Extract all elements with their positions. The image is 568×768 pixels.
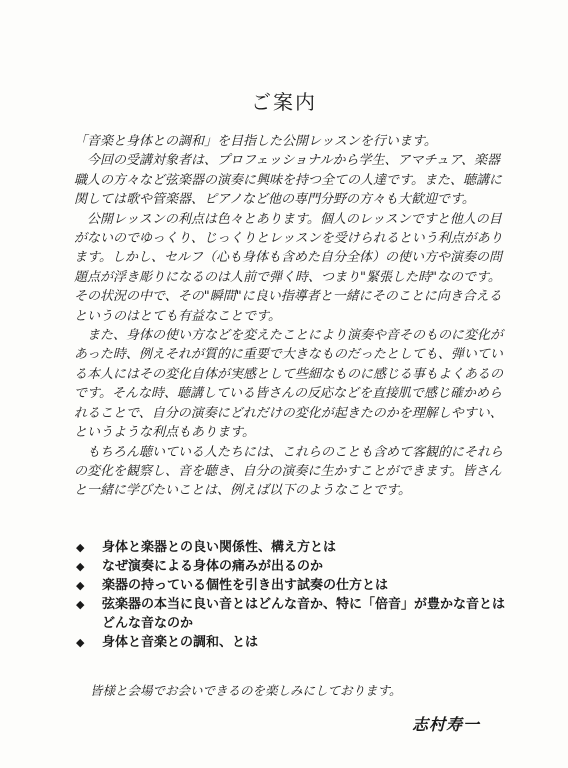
list-item-text: 身体と楽器との良い関係性、構え方とは <box>102 540 337 555</box>
list-item <box>76 538 506 557</box>
list-item-text: なぜ演奏による身体の痛みが出るのか <box>102 559 324 574</box>
paragraph-intro: 「音楽と身体との調和」を目指した公開レッスンを行います。 <box>74 134 437 149</box>
diamond-bullet-icon: ◆ <box>76 541 85 554</box>
list-item <box>76 576 506 595</box>
paragraph-audience: 今回の受講対象者は、プロフェッショナルから学生、アマチュア、楽器職人の方々など弦楽器の演奏に興味を持つ全ての人達です。また、聴講に関しては歌や管楽器、ピアノなど他の専門分野の方々も大歓迎です。 <box>74 153 502 208</box>
paragraph-change: また、身体の使い方などを変えたことにより演奏や音そのものに変化があった時、例えそれが質的に重要で大きなものだったとしても、弾いている本人にはその変化自体が実感として些細なものに感じる事もよくあるのです。そんな時、聴講している皆さんの反応などを直接肌で感じ確かめられることで、自分の演奏にどれだけの変化が起きたのかを理解しやすい、というような利点もあります。 <box>74 328 504 441</box>
signature: 志村寿一 <box>412 715 481 734</box>
paragraph-benefits: 公開レッスンの利点は色々とあります。個人のレッスンですと他人の目がないのでゆっくり、じっくりとレッスンを受けられるという利点があります。しかし、セルフ（心も身体も含めた自分全体）の使い方や演奏の問題点が浮き彫りになるのは人前で弾く時、つまり"緊張した時"なのです。その状況の中で、その"瞬間"に良い指導者と一緒にそのことに向き合えるというのはとても有益なことです。 <box>74 211 503 324</box>
diamond-bullet-icon: ◆ <box>76 579 85 592</box>
diamond-bullet-icon: ◆ <box>76 598 85 611</box>
paragraph-observers: もちろん聴いている人たちには、これらのことも含めて客観的にそれらの変化を観察し、音を聴き、自分の演奏に生かすことができます。皆さんと一緒に学びたいことは、例えば以下のようなことです。 <box>74 444 504 499</box>
list-item <box>76 595 506 633</box>
list-item-text: 弦楽器の本当に良い音とはどんな音か、特に「倍音」が豊かな音とはどんな音なのか <box>102 597 506 631</box>
closing-remark: 皆様と会場でお会いできるのを楽しみにしております。 <box>90 683 402 698</box>
list-item <box>76 557 506 576</box>
diamond-bullet-icon: ◆ <box>76 560 85 573</box>
list-item-text: 身体と音楽との調和、とは <box>102 635 259 650</box>
document-body <box>74 132 504 501</box>
document-title: ご案内 <box>251 90 317 114</box>
list-item-text: 楽器の持っている個性を引き出す試奏の仕方とは <box>102 578 389 593</box>
topic-list <box>76 538 506 652</box>
diamond-bullet-icon: ◆ <box>76 636 85 649</box>
list-item <box>76 633 506 652</box>
